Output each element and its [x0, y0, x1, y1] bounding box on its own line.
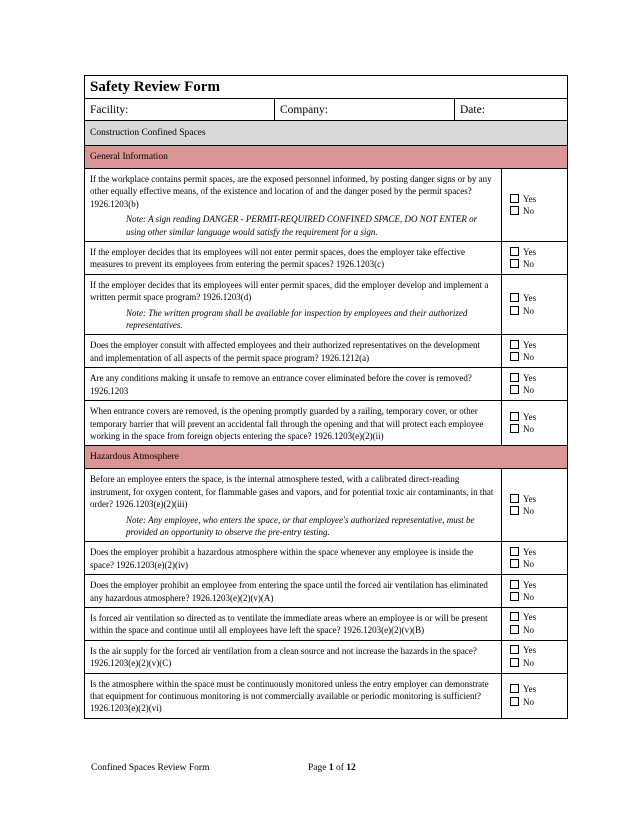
- answer-cell: [502, 335, 568, 368]
- question-cell: [85, 169, 502, 242]
- checkbox-icon[interactable]: [510, 625, 519, 634]
- yes-label: Yes: [523, 645, 537, 656]
- answer-cell: [502, 242, 568, 275]
- answer-cell: [502, 401, 568, 446]
- yes-label: Yes: [523, 411, 537, 422]
- answer-cell: [502, 575, 568, 608]
- no-label: No: [523, 696, 534, 707]
- yes-option[interactable]: [510, 292, 567, 304]
- question-text: Does the employer prohibit a hazardous atmosphere within the space whenever any employee is inside the space? 1926.1203(e)(2)(iv): [90, 547, 474, 570]
- answer-cell: [502, 542, 568, 575]
- checkbox-icon[interactable]: [510, 385, 519, 394]
- page-of: of: [333, 763, 347, 773]
- no-label: No: [523, 559, 534, 570]
- no-label: No: [523, 592, 534, 603]
- question-cell: [85, 401, 502, 446]
- answer-cell: [502, 469, 568, 542]
- checkbox-icon[interactable]: [510, 259, 519, 268]
- answer-cell: [502, 169, 568, 242]
- yes-option[interactable]: [510, 611, 567, 623]
- no-option[interactable]: [510, 657, 567, 669]
- safety-review-table: [84, 75, 568, 719]
- yes-label: Yes: [523, 372, 537, 383]
- checkbox-icon[interactable]: [510, 506, 519, 515]
- yes-option[interactable]: [510, 683, 567, 695]
- answer-cell: [502, 607, 568, 640]
- no-option[interactable]: [510, 384, 567, 396]
- page-number: [308, 763, 356, 773]
- checkbox-icon[interactable]: [510, 340, 519, 349]
- answer-cell: [502, 368, 568, 401]
- question-cell: [85, 607, 502, 640]
- no-option[interactable]: [510, 696, 567, 708]
- checkbox-icon[interactable]: [510, 658, 519, 667]
- checkbox-icon[interactable]: [510, 293, 519, 302]
- no-option[interactable]: [510, 423, 567, 435]
- question-cell: [85, 673, 502, 718]
- question-cell: [85, 242, 502, 275]
- question-text: Is the air supply for the forced air ventilation from a clean source and not increase the hazards in the space? 1926.1203(e)(2)(v)(C): [90, 645, 477, 669]
- checkbox-icon[interactable]: [510, 206, 519, 215]
- form-title: Safety Review Form: [85, 76, 568, 99]
- no-label: No: [523, 506, 534, 517]
- yes-option[interactable]: [510, 493, 567, 505]
- question-note: Note: The written program shall be available for inspection by employees and their authorized representatives.: [126, 307, 468, 331]
- no-label: No: [523, 624, 534, 635]
- company-field[interactable]: Company:: [275, 99, 455, 121]
- checkbox-icon[interactable]: [510, 247, 519, 256]
- no-option[interactable]: [510, 558, 567, 570]
- yes-label: Yes: [523, 193, 537, 204]
- no-option[interactable]: [510, 505, 567, 517]
- checkbox-icon[interactable]: [510, 684, 519, 693]
- yes-option[interactable]: [510, 339, 567, 351]
- no-option[interactable]: [510, 305, 567, 317]
- no-option[interactable]: [510, 591, 567, 603]
- question-note: Note: A sign reading DANGER - PERMIT-REQUIRED CONFINED SPACE, DO NOT ENTER or using other similar language would satisfy the requirement for a sign.: [126, 214, 478, 237]
- yes-label: Yes: [523, 246, 537, 257]
- yes-label: Yes: [523, 546, 537, 557]
- yes-label: Yes: [523, 579, 537, 590]
- facility-field[interactable]: Facility:: [85, 99, 275, 121]
- yes-option[interactable]: [510, 579, 567, 591]
- yes-option[interactable]: [510, 411, 567, 423]
- question-text: Is the atmosphere within the space must be continuously monitored unless the entry employer can demonstrate that equipment for continuous monitoring is not commercially available or periodic monitoring is sufficient? 1926.1203(e)(2)(vi): [90, 678, 489, 714]
- checkbox-icon[interactable]: [510, 580, 519, 589]
- question-text: Does the employer consult with affected employees and their authorized representatives on the development and implementation of all aspects of the permit space program? 1926.1212(a): [90, 340, 480, 363]
- yes-option[interactable]: [510, 546, 567, 558]
- no-option[interactable]: [510, 205, 567, 217]
- checkbox-icon[interactable]: [510, 373, 519, 382]
- question-cell: [85, 640, 502, 673]
- question-text: Before an employee enters the space, is the internal atmosphere tested, with a calibrated direct-reading instrument, for oxygen content, for flammable gases and vapors, and for potential toxic air contaminants, in that order? 1926.1203(e)(2)(iii): [90, 474, 494, 510]
- no-label: No: [523, 385, 534, 396]
- checkbox-icon[interactable]: [510, 412, 519, 421]
- no-option[interactable]: [510, 624, 567, 636]
- question-text: When entrance covers are removed, is the opening promptly guarded by a railing, temporary cover, or other temporary barrier that will prevent an accidental fall through the opening and that will protect each employee working in the space from foreign objects entering the space? 1926.1203(e)(2)(ii): [90, 406, 484, 441]
- yes-label: Yes: [523, 493, 537, 504]
- checkbox-icon[interactable]: [510, 547, 519, 556]
- yes-option[interactable]: [510, 246, 567, 258]
- yes-option[interactable]: [510, 372, 567, 384]
- question-text: Is forced air ventilation so directed as to ventilate the immediate areas where an employee is or will be present within the space and continue until all employees have left the space? 1926.1203(e)(2)(v)(B): [90, 612, 488, 636]
- checkbox-icon[interactable]: [510, 559, 519, 568]
- answer-cell: [502, 673, 568, 718]
- question-row: [85, 242, 568, 275]
- checkbox-icon[interactable]: [510, 306, 519, 315]
- checkbox-icon[interactable]: [510, 494, 519, 503]
- question-cell: [85, 335, 502, 368]
- question-cell: [85, 469, 502, 542]
- page-current: 1: [328, 763, 334, 773]
- question-row: [85, 673, 568, 718]
- question-row: [85, 169, 568, 242]
- no-option[interactable]: [510, 258, 567, 270]
- question-cell: [85, 274, 502, 335]
- question-row: [85, 368, 568, 401]
- question-row: [85, 274, 568, 335]
- no-label: No: [523, 206, 534, 217]
- no-option[interactable]: [510, 351, 567, 363]
- checkbox-icon[interactable]: [510, 612, 519, 621]
- group-header: Hazardous Atmosphere: [85, 446, 568, 469]
- answer-cell: [502, 274, 568, 335]
- question-cell: [85, 368, 502, 401]
- question-text: If the employer decides that its employees will not enter permit spaces, does the employer take effective measures to prevent its employees from entering the permit spaces? 1926.1203(c): [90, 247, 465, 270]
- no-label: No: [523, 352, 534, 363]
- answer-cell: [502, 640, 568, 673]
- no-label: No: [523, 305, 534, 316]
- question-row: [85, 401, 568, 446]
- question-row: [85, 640, 568, 673]
- form-page: [84, 75, 537, 719]
- question-note: Note: Any employee, who enters the space, or that employee's authorized representative, must be provided an opportunity to observe the pre-entry testing.: [126, 514, 475, 537]
- footer-title: Confined Spaces Review Form: [91, 763, 210, 773]
- yes-option[interactable]: [510, 644, 567, 656]
- yes-label: Yes: [523, 684, 537, 695]
- section-header: Construction Confined Spaces: [85, 121, 568, 146]
- question-row: [85, 335, 568, 368]
- question-text: If the workplace contains permit spaces, are the exposed personnel informed, by posting danger signs or by any other equally effective means, of the existence and location of and the danger posed by the permit spaces? 1926.1203(b): [90, 174, 492, 209]
- yes-label: Yes: [523, 612, 537, 623]
- group-header: General Information: [85, 146, 568, 169]
- checkbox-icon[interactable]: [510, 645, 519, 654]
- question-row: [85, 575, 568, 608]
- date-field[interactable]: Date:: [455, 99, 568, 121]
- question-row: [85, 469, 568, 542]
- question-row: [85, 607, 568, 640]
- checkbox-icon[interactable]: [510, 194, 519, 203]
- checkbox-icon[interactable]: [510, 592, 519, 601]
- no-label: No: [523, 424, 534, 435]
- question-text: Are any conditions making it unsafe to remove an entrance cover eliminated before the cover is removed? 1926.1203: [90, 373, 472, 396]
- question-cell: [85, 575, 502, 608]
- no-label: No: [523, 657, 534, 668]
- question-cell: [85, 542, 502, 575]
- checkbox-icon[interactable]: [510, 424, 519, 433]
- checkbox-icon[interactable]: [510, 697, 519, 706]
- yes-label: Yes: [523, 293, 537, 304]
- yes-label: Yes: [523, 339, 537, 350]
- yes-option[interactable]: [510, 193, 567, 205]
- checkbox-icon[interactable]: [510, 352, 519, 361]
- question-text: Does the employer prohibit an employee from entering the space until the forced air ventilation has eliminated any hazardous atmosphere? 1926.1203(e)(2)(v)(A): [90, 580, 488, 603]
- question-text: If the employer decides that its employees will enter permit spaces, did the employer develop and implement a written permit space program? 1926.1203(d): [90, 279, 489, 303]
- page-total: 12: [346, 763, 356, 773]
- no-label: No: [523, 258, 534, 269]
- page-prefix: Page: [308, 763, 329, 773]
- question-row: [85, 542, 568, 575]
